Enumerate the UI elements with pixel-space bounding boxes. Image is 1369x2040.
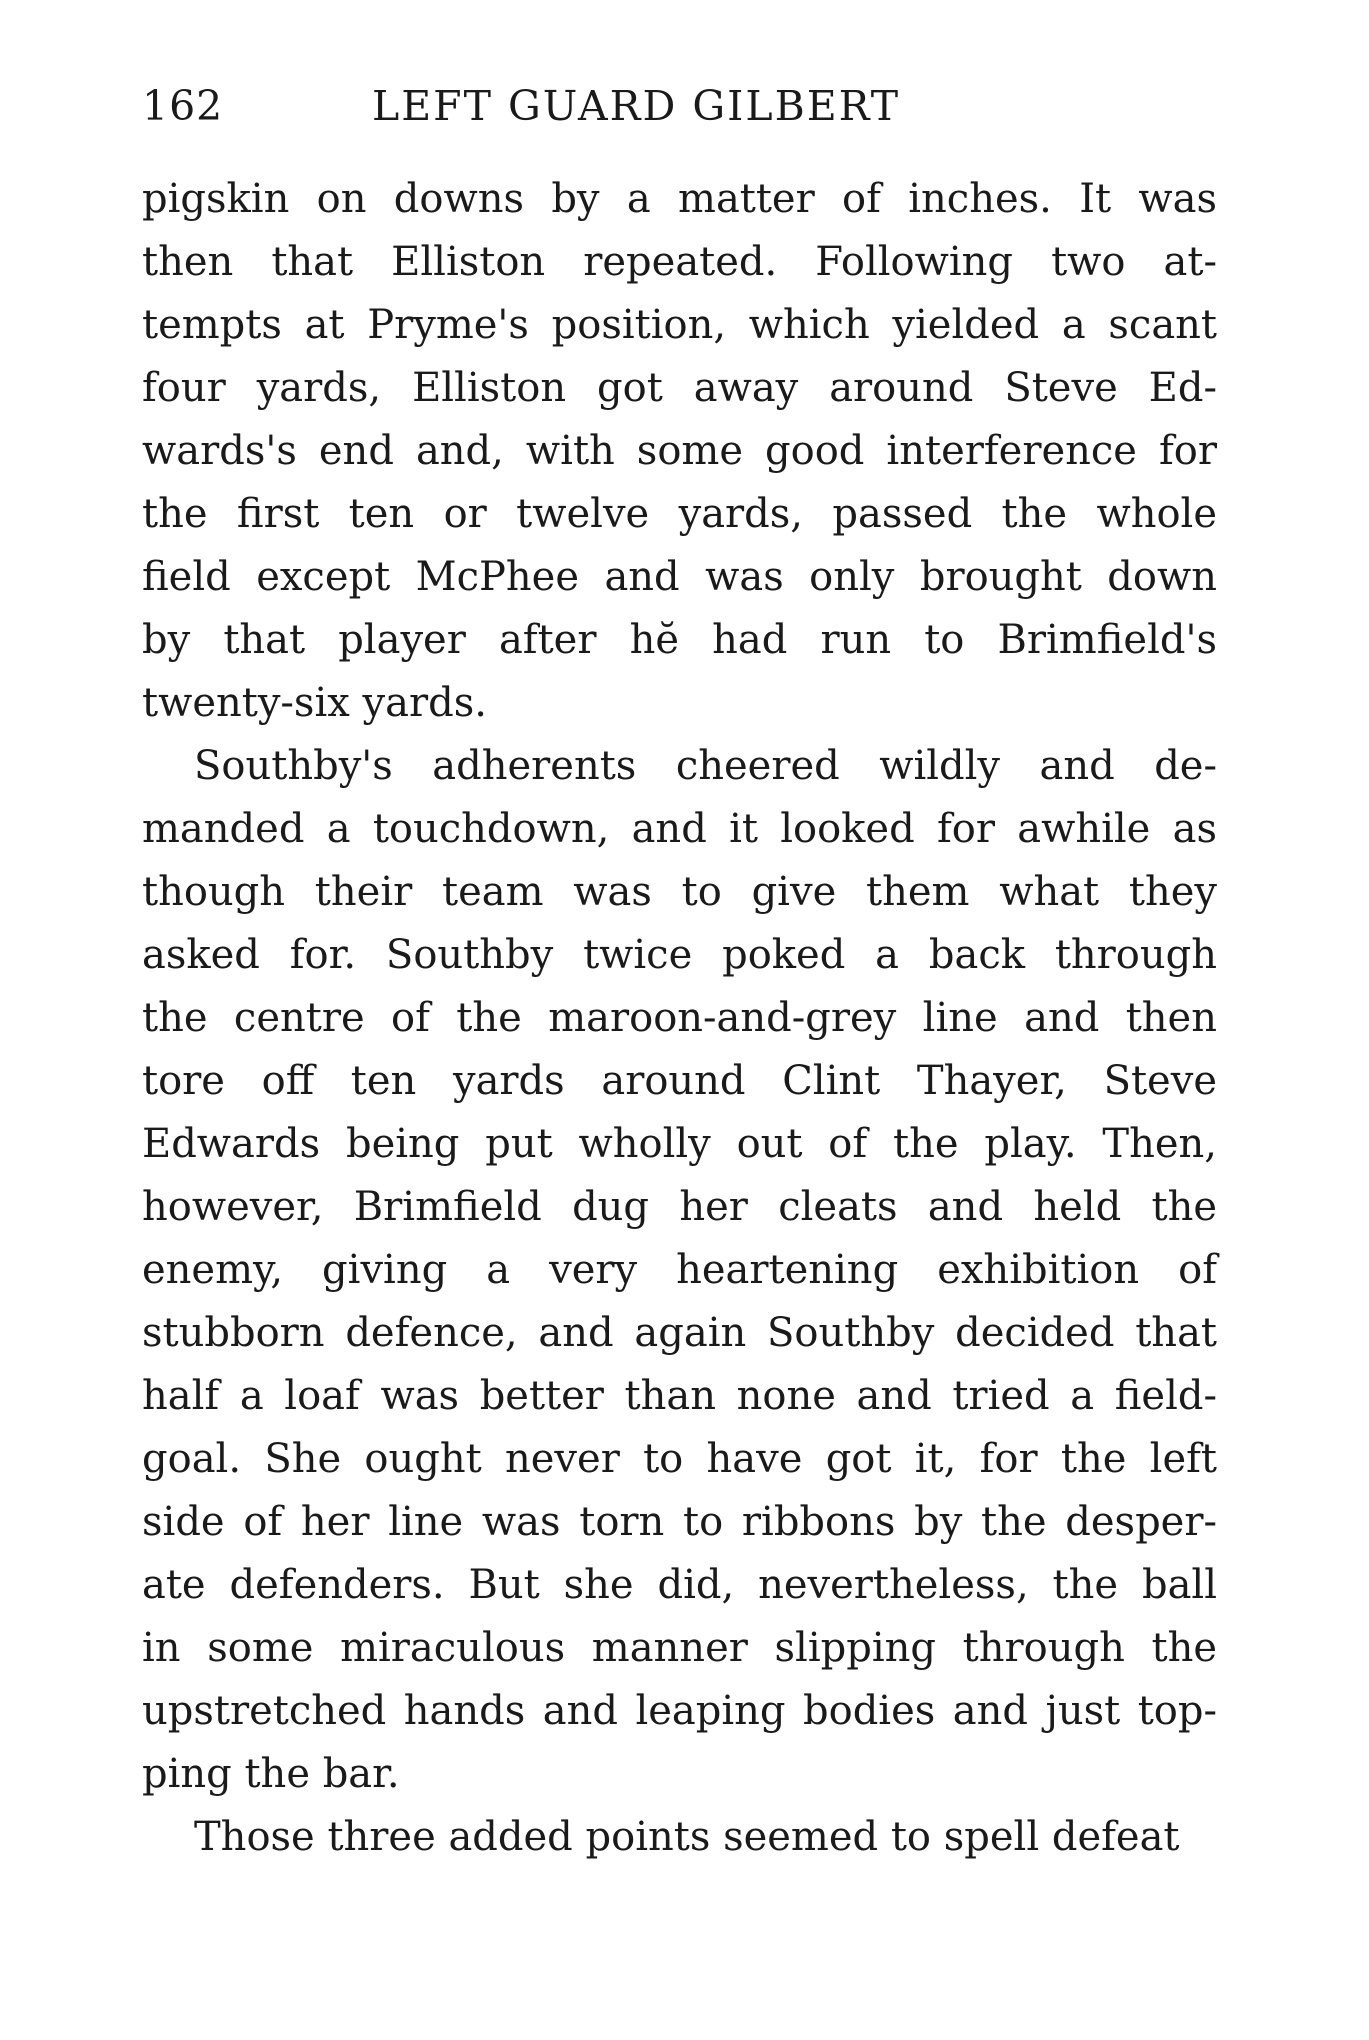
page-number: 162 — [142, 82, 224, 130]
text-line: pigskin on downs by a matter of inches. It was — [142, 176, 1217, 222]
text-line: half a loaf was better than none and tried a field- — [142, 1373, 1217, 1419]
text-line: field except McPhee and was only brought down — [142, 554, 1217, 600]
text-line: Edwards being put wholly out of the play. Then, — [142, 1121, 1217, 1167]
text-line: enemy, giving a very heartening exhibition of — [142, 1247, 1217, 1293]
text-line: wards's end and, with some good interference for — [142, 428, 1217, 474]
text-line: the first ten or twelve yards, passed the whole — [142, 491, 1217, 537]
text-line: ate defenders. But she did, nevertheless, the ball — [142, 1562, 1217, 1608]
running-title: LEFT GUARD GILBERT — [372, 82, 901, 130]
text-line: stubborn defence, and again Southby decided that — [142, 1310, 1217, 1356]
text-line: in some miraculous manner slipping through the — [142, 1625, 1217, 1671]
running-head — [142, 82, 1217, 142]
text-line: tempts at Pryme's position, which yielded a scant — [142, 302, 1217, 348]
text-line: twenty-six yards. — [142, 680, 487, 726]
text-line: tore off ten yards around Clint Thayer, Steve — [142, 1058, 1217, 1104]
text-line: four yards, Elliston got away around Steve Ed- — [142, 365, 1217, 411]
paragraph — [142, 735, 1217, 1806]
text-line: though their team was to give them what they — [142, 869, 1217, 915]
text-line: Southby's adherents cheered wildly and de- — [194, 743, 1217, 789]
text-line: the centre of the maroon-and-grey line and then — [142, 995, 1217, 1041]
text-line: manded a touchdown, and it looked for awhile as — [142, 806, 1217, 852]
body-text — [142, 168, 1217, 1869]
text-line: Those three added points seemed to spell defeat — [194, 1814, 1180, 1860]
text-line: then that Elliston repeated. Following two at- — [142, 239, 1217, 285]
text-line: side of her line was torn to ribbons by the desper- — [142, 1499, 1217, 1545]
text-line: ping the bar. — [142, 1751, 400, 1797]
text-line: however, Brimfield dug her cleats and held the — [142, 1184, 1217, 1230]
paragraph — [142, 168, 1217, 735]
text-line: upstretched hands and leaping bodies and just top- — [142, 1688, 1217, 1734]
text-line: asked for. Southby twice poked a back through — [142, 932, 1217, 978]
text-line: goal. She ought never to have got it, for the left — [142, 1436, 1217, 1482]
paragraph — [142, 1806, 1217, 1869]
text-line: by that player after hĕ had run to Brimfield's — [142, 617, 1217, 663]
